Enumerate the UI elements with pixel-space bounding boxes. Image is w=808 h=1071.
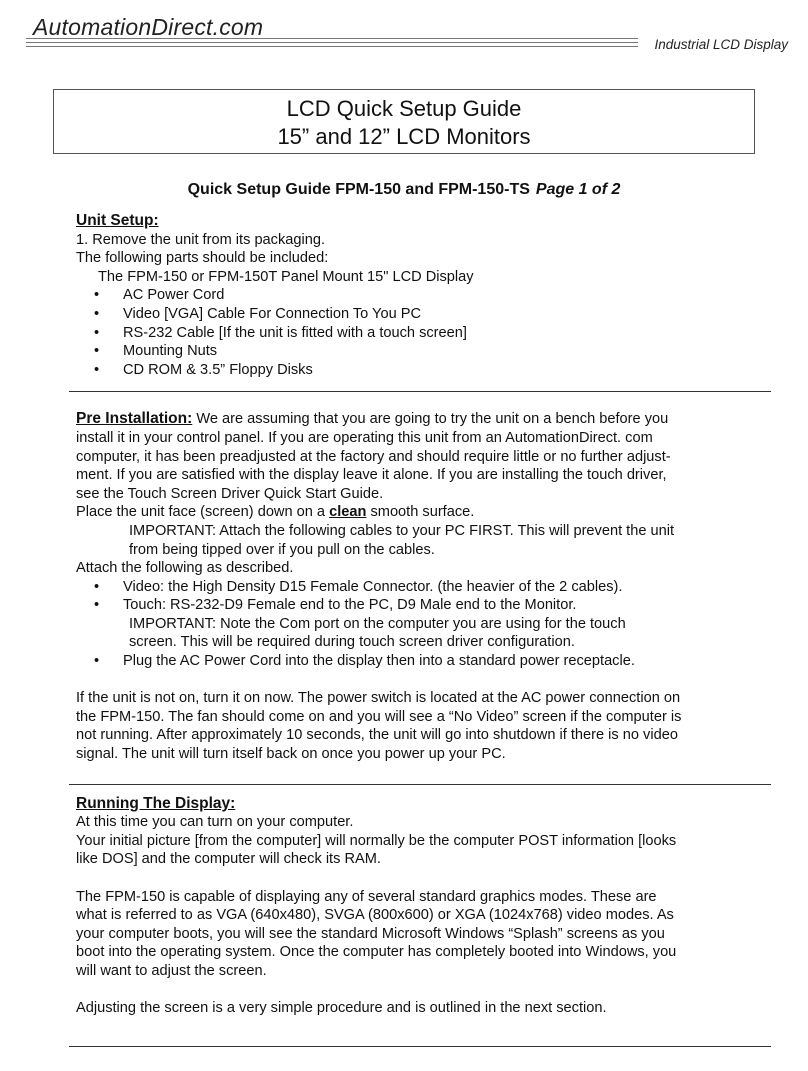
bullet-icon: • (94, 361, 100, 378)
list-item-text: CD ROM & 3.5” Floppy Disks (123, 361, 313, 378)
list-item (76, 305, 766, 324)
modes-line: boot into the operating system. Once the computer has completely booted into Windows, you (76, 944, 677, 961)
unit-setup-heading: Unit Setup: (76, 212, 159, 229)
pre-install-line (76, 410, 766, 429)
list-item-text: Mounting Nuts (123, 343, 218, 360)
power-line: the FPM-150. The fan should come on and you will see a “No Video” screen if the computer is (76, 708, 682, 725)
unit-setup-step: 1. Remove the unit from its packaging. (76, 231, 326, 248)
attach-line: Attach the following as described. (76, 560, 294, 577)
adjust-line: Adjusting the screen is a very simple procedure and is outlined in the next section. (76, 1000, 607, 1017)
bullet-icon: • (94, 653, 100, 670)
place-pre: Place the unit face (screen) down on a (76, 504, 330, 521)
running-line: Your initial picture [from the computer] will normally be the computer POST information [looks (76, 832, 677, 849)
modes-line: will want to adjust the screen. (76, 962, 267, 979)
bullet-icon: • (94, 305, 100, 322)
list-item-text: AC Power Cord (123, 287, 225, 304)
title-line-1: LCD Quick Setup Guide (286, 96, 522, 121)
modes-line: The FPM-150 is capable of displaying any of several standard graphics modes. These are (76, 888, 657, 905)
title-box (53, 89, 755, 154)
pre-install-line: ment. If you are satisfied with the display leave it alone. If you are installing the touch driver, (76, 467, 667, 484)
header-rule (26, 38, 638, 52)
modes-line: your computer boots, you will see the standard Microsoft Windows “Splash” screens as you (76, 925, 665, 942)
bullet-icon: • (94, 578, 100, 595)
clean-emphasis: clean (329, 504, 367, 521)
list-item (76, 324, 766, 343)
running-line: At this time you can turn on your computer. (76, 814, 354, 831)
header-doc-type: Industrial LCD Display (654, 37, 788, 52)
pre-install-line: install it in your control panel. If you are operating this unit from an AutomationDirect. com (76, 429, 653, 446)
list-item-text: Video [VGA] Cable For Connection To You PC (123, 305, 422, 322)
bullet-icon: • (94, 597, 100, 614)
document-body (76, 212, 766, 1047)
panel-line: The FPM-150 or FPM-150T Panel Mount 15" LCD Display (98, 268, 474, 285)
list-item (76, 578, 766, 597)
list-item-text: RS-232 Cable [If the unit is fitted with a touch screen] (123, 324, 467, 341)
pre-install-text: We are assuming that you are going to try the unit on a bench before you (192, 411, 669, 428)
unit-setup-intro: The following parts should be included: (76, 250, 329, 267)
page-indicator: Page 1 of 2 (535, 181, 621, 198)
pre-install-line: see the Touch Screen Driver Quick Start Guide. (76, 485, 384, 502)
section-divider (69, 1046, 771, 1047)
power-line: If the unit is not on, turn it on now. The power switch is located at the AC power connection on (76, 690, 681, 707)
important-note: from being tipped over if you pull on the cables. (129, 541, 435, 558)
place-post: smooth surface. (366, 504, 475, 521)
modes-line: what is referred to as VGA (640x480), SVGA (800x600) or XGA (1024x768) video modes. As (76, 907, 674, 924)
list-item (76, 286, 766, 305)
running-heading: Running The Display: (76, 794, 236, 812)
list-item (76, 596, 766, 615)
running-line: like DOS] and the computer will check its RAM. (76, 851, 381, 868)
important-note: screen. This will be required during touch screen driver configuration. (129, 634, 575, 651)
bullet-icon: • (94, 287, 100, 304)
list-item (76, 652, 766, 671)
important-note: IMPORTANT: Attach the following cables to your PC FIRST. This will prevent the unit (129, 522, 675, 539)
place-instruction (76, 503, 766, 522)
bullet-icon: • (94, 324, 100, 341)
list-item-text: Touch: RS-232-D9 Female end to the PC, D9 Male end to the Monitor. (123, 597, 577, 614)
list-item (76, 342, 766, 361)
title-line-2: 15” and 12” LCD Monitors (277, 124, 531, 149)
page-subtitle (0, 181, 808, 199)
important-note: IMPORTANT: Note the Com port on the computer you are using for the touch (129, 615, 626, 632)
list-item-text: Plug the AC Power Cord into the display then into a standard power receptacle. (123, 653, 635, 670)
list-item-text: Video: the High Density D15 Female Connector. (the heavier of the 2 cables). (123, 578, 623, 595)
subtitle-text: Quick Setup Guide FPM-150 and FPM-150-TS (187, 181, 530, 198)
bullet-icon: • (94, 343, 100, 360)
pre-install-line: computer, it has been preadjusted at the factory and should require little or no further adjust- (76, 448, 671, 465)
logo-text: AutomationDirect.com (33, 14, 264, 40)
list-item (76, 361, 766, 380)
power-line: not running. After approximately 10 seconds, the unit will go into shutdown if there is no video (76, 727, 678, 744)
pre-install-heading: Pre Installation: (76, 410, 193, 428)
power-line: signal. The unit will turn itself back on once you power up your PC. (76, 746, 506, 763)
